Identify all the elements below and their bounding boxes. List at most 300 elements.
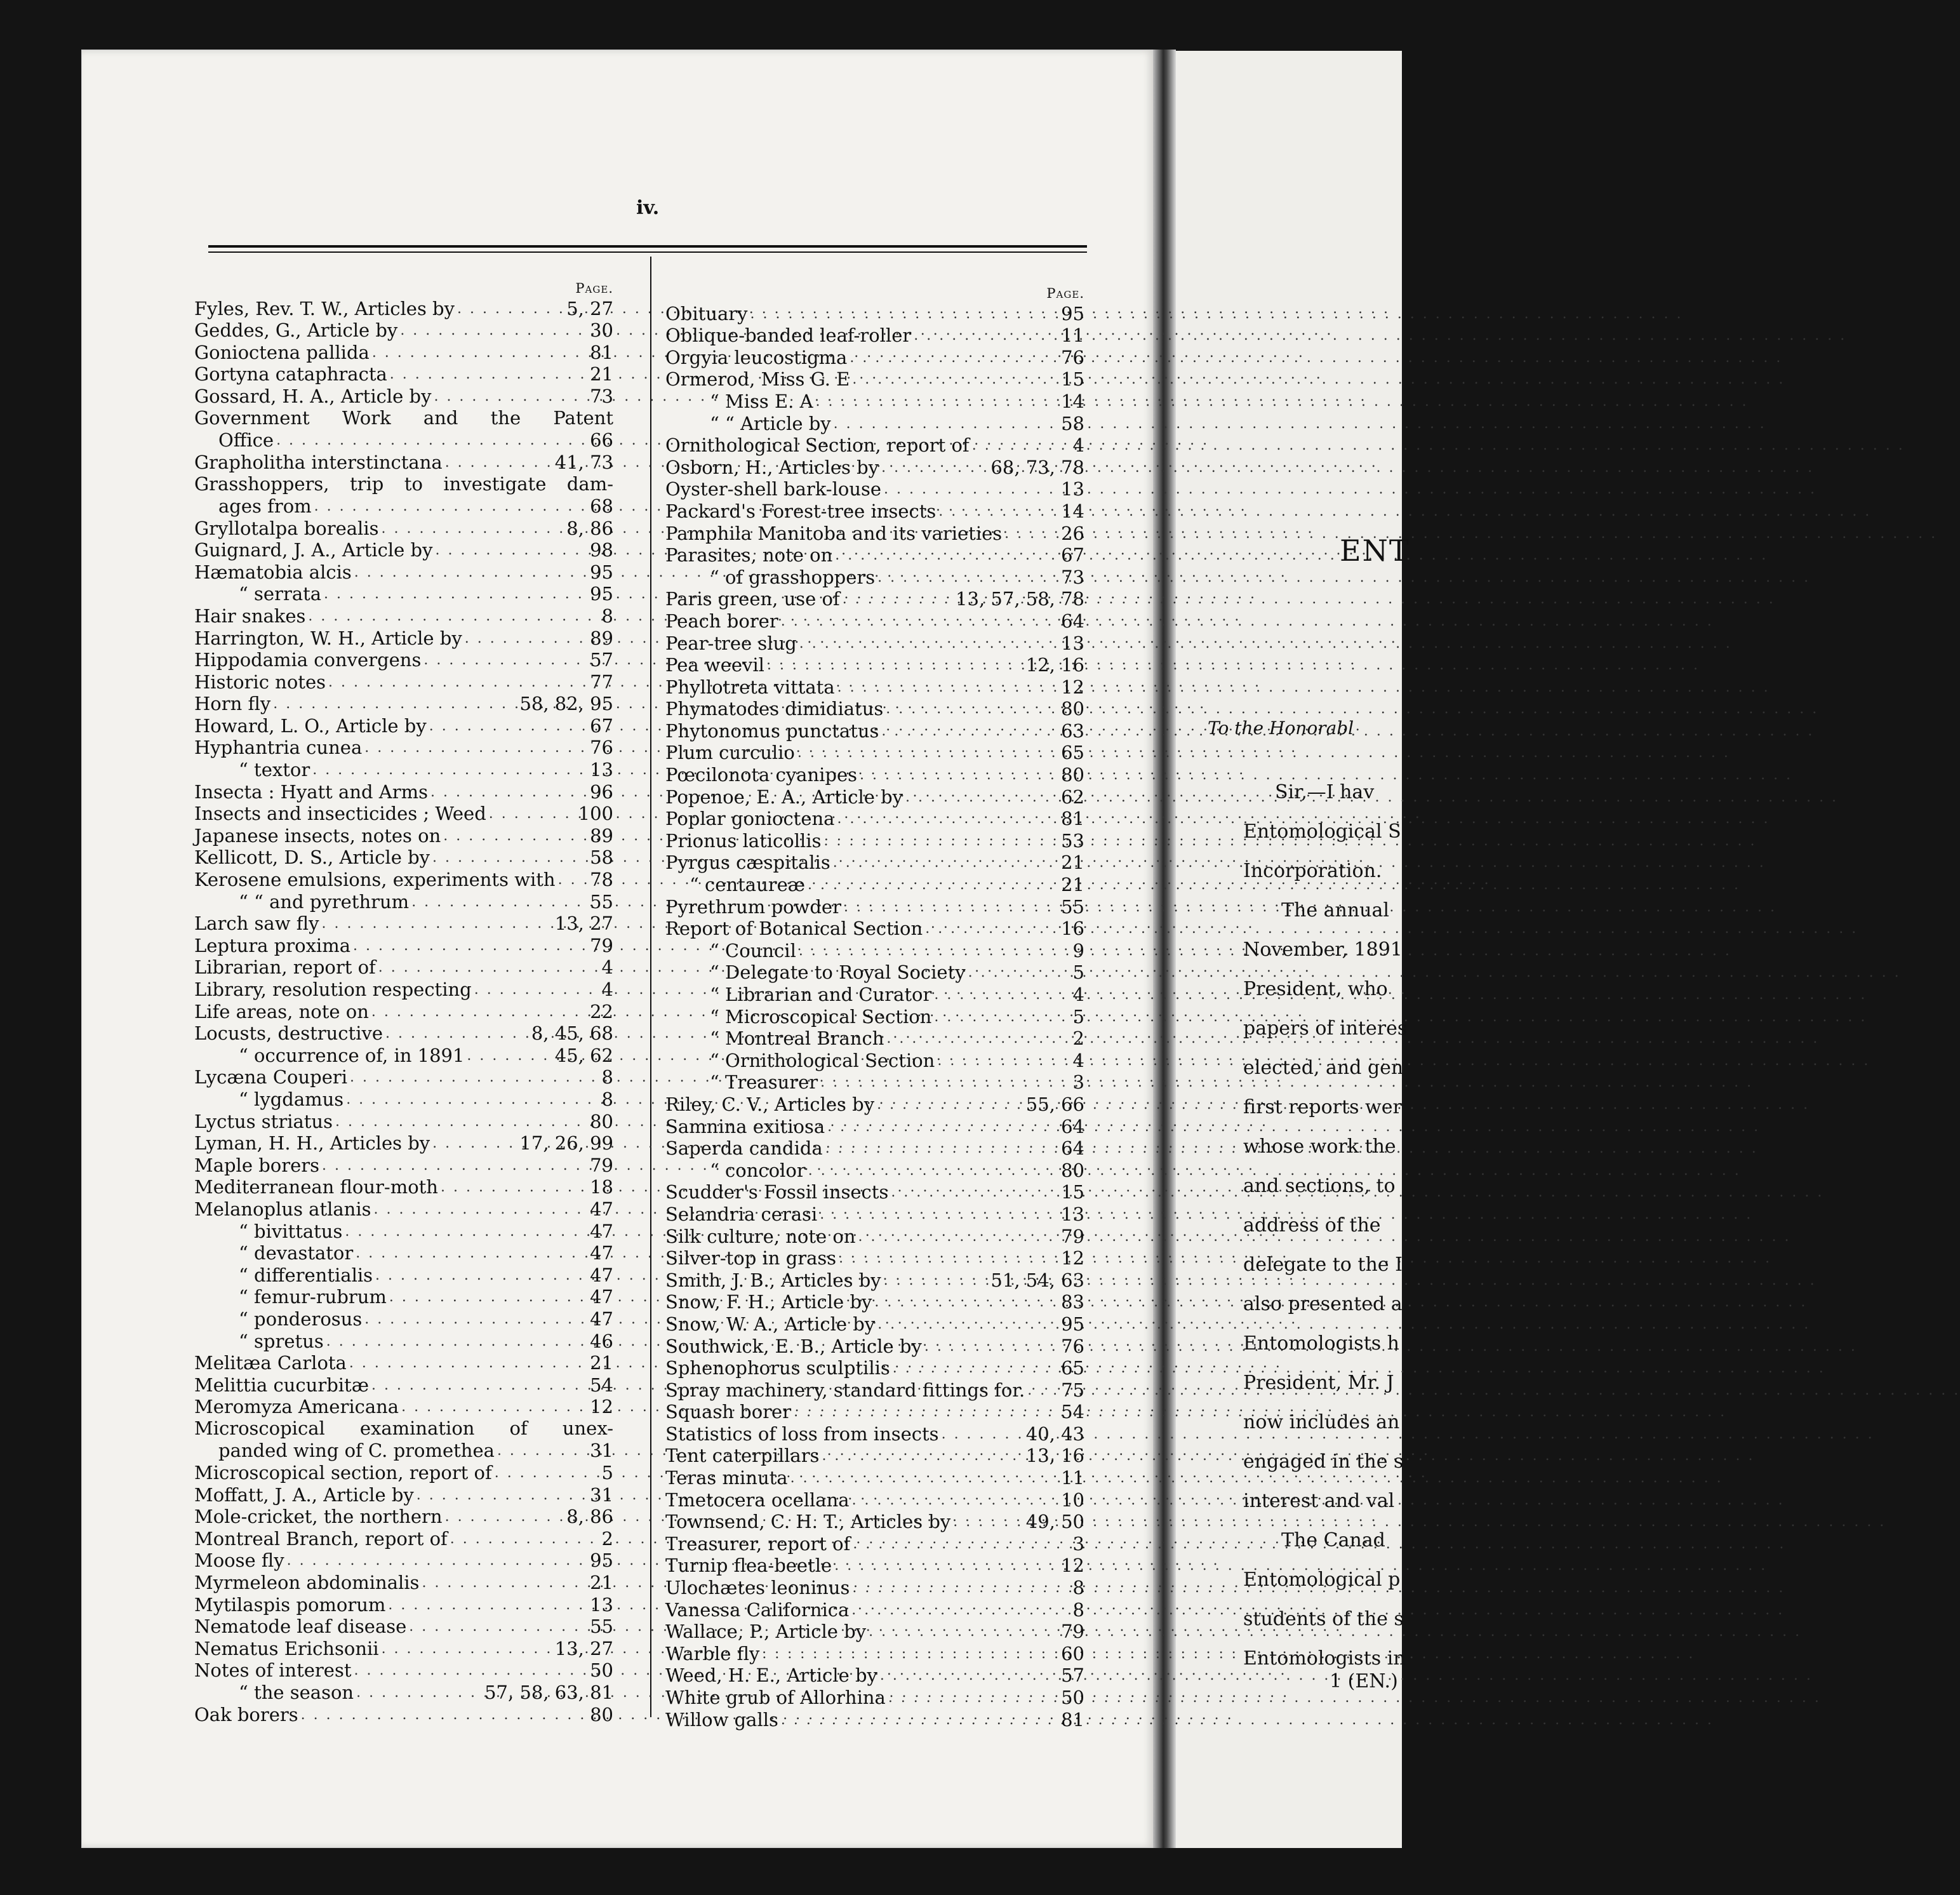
- entry-pages: 96: [590, 780, 613, 803]
- entry-pages: 12: [1061, 1247, 1084, 1269]
- index-entry: [194, 714, 613, 737]
- dot-leader: [497, 1445, 587, 1457]
- entry-text: Gryllotalpa borealis: [194, 517, 379, 539]
- entry-text: “ Microscopical Section: [710, 1005, 932, 1028]
- entry-pages: 63: [1061, 720, 1084, 742]
- entry-text: “ serrata: [239, 583, 322, 605]
- entry-pages: 80: [1061, 764, 1084, 786]
- dot-leader: [822, 1450, 1023, 1463]
- index-entry: [194, 1352, 613, 1374]
- dot-leader: [374, 1203, 588, 1216]
- entry-text: Riley, C. V., Articles by: [665, 1093, 875, 1115]
- entry-text: Statistics of loss from insects: [665, 1423, 939, 1445]
- entry-pages: 46: [590, 1330, 613, 1352]
- dot-leader: [823, 835, 1058, 848]
- dot-leader: [276, 434, 587, 447]
- entry-pages: 4: [1072, 1049, 1084, 1071]
- body-line: engaged in the s: [1243, 1450, 1404, 1473]
- header-rule-thick: [208, 245, 1087, 248]
- dot-leader: [441, 1181, 587, 1194]
- index-entry: [665, 1203, 1084, 1225]
- entry-pages: 80: [1061, 698, 1084, 720]
- entry-pages: 55, 66: [1025, 1093, 1084, 1115]
- entry-pages: 62: [1061, 786, 1084, 808]
- dot-leader: [850, 352, 1058, 365]
- page-column-header: Page.: [575, 281, 613, 296]
- entry-pages: 8, 86: [566, 517, 613, 539]
- entry-text: Spray machinery, standard fittings for.: [665, 1379, 1025, 1401]
- entry-text: Horn fly: [194, 693, 271, 715]
- entry-pages: 16: [1061, 918, 1084, 940]
- dot-leader: [886, 1033, 1070, 1045]
- entry-pages: 77: [590, 671, 613, 693]
- entry-pages: 54: [590, 1374, 613, 1396]
- index-entry: [194, 1506, 613, 1528]
- index-entry: [665, 588, 1084, 610]
- entry-text: Weed, H. E., Article by: [665, 1664, 877, 1687]
- entry-pages: 2: [601, 1527, 613, 1550]
- index-entry: [665, 478, 1084, 500]
- index-entry: [194, 649, 613, 671]
- index-entry: [665, 720, 1084, 742]
- index-entry: [665, 939, 1084, 961]
- entry-text: panded wing of C. promethea: [218, 1440, 495, 1462]
- dot-leader: [353, 940, 587, 953]
- index-entry: [665, 456, 1084, 478]
- entry-pages: 89: [590, 627, 613, 649]
- index-entry: [665, 676, 1084, 698]
- entry-pages: 12, 16: [1025, 654, 1084, 676]
- entry-pages: 18: [590, 1176, 613, 1198]
- entry-text: Mytilaspis pomorum: [194, 1593, 386, 1616]
- dot-leader: [968, 967, 1070, 979]
- index-entry: [194, 1659, 613, 1682]
- dot-leader: [356, 1247, 587, 1260]
- index-entry: [665, 808, 1084, 830]
- index-entry: [194, 1242, 613, 1264]
- entry-pages: 49, 50: [1025, 1511, 1084, 1533]
- index-entry: [194, 693, 613, 715]
- dot-leader: [354, 1664, 588, 1677]
- dot-leader: [881, 462, 988, 474]
- entry-text: Paris green, use of: [665, 588, 840, 610]
- dot-leader: [886, 703, 1058, 716]
- entry-pages: 76: [1061, 346, 1084, 368]
- entry-pages: 5: [1072, 1005, 1084, 1028]
- entry-text: Grasshoppers, trip to investigate dam-: [194, 472, 613, 495]
- entry-text: “ Miss E. A: [710, 390, 813, 412]
- index-entry: [665, 434, 1084, 457]
- entry-text: Geddes, G., Article by: [194, 319, 398, 342]
- entry-text: Hippodamia convergens: [194, 649, 422, 671]
- entry-text: “ differentialis: [239, 1264, 373, 1286]
- page-number: iv.: [636, 197, 660, 219]
- entry-text: Pea weevil: [665, 654, 764, 676]
- entry-text: “ femur-rubrum: [239, 1286, 387, 1308]
- dot-leader: [799, 945, 1070, 958]
- entry-text: Leptura proxima: [194, 934, 350, 956]
- index-entry: [194, 1044, 613, 1066]
- body-line: Sir,—I hav: [1275, 781, 1375, 803]
- entry-pages: 14: [1061, 390, 1084, 412]
- entry-text: Scudder's Fossil insects: [665, 1181, 889, 1203]
- entry-text: “ Montreal Branch: [710, 1028, 884, 1050]
- entry-pages: 4: [1072, 434, 1084, 457]
- body-line: now includes an: [1243, 1411, 1400, 1433]
- entry-pages: 13, 16: [1025, 1445, 1084, 1467]
- dot-leader: [346, 1094, 599, 1106]
- index-entry: [194, 495, 613, 517]
- dot-leader: [934, 989, 1070, 1001]
- dot-leader: [781, 1714, 1058, 1727]
- dot-leader: [381, 523, 564, 535]
- entry-pages: 78: [590, 869, 613, 891]
- entry-pages: 45, 62: [554, 1044, 613, 1066]
- entry-text: “ Ornithological Section: [710, 1049, 935, 1071]
- header-rule-thin: [208, 251, 1087, 253]
- entry-text: Gonioctena pallida: [194, 341, 370, 363]
- index-entry: [665, 983, 1084, 1005]
- index-entry: [665, 654, 1084, 676]
- entry-text: Oak borers: [194, 1703, 298, 1725]
- dot-leader: [422, 1577, 587, 1590]
- index-entry: [665, 1686, 1084, 1708]
- entry-pages: 58: [1061, 412, 1084, 434]
- entry-pages: 60: [1061, 1642, 1084, 1664]
- index-entry: [194, 1000, 613, 1022]
- entry-pages: 13, 27: [554, 913, 613, 935]
- entry-text: Sphenophorus sculptilis: [665, 1357, 890, 1379]
- entry-text: Notes of interest: [194, 1659, 352, 1682]
- entry-pages: 50: [590, 1659, 613, 1682]
- dot-leader: [411, 896, 587, 909]
- entry-text: Silver-top in grass: [665, 1247, 837, 1269]
- dot-leader: [345, 1226, 587, 1238]
- dot-leader: [445, 1511, 564, 1523]
- entry-pages: 47: [590, 1198, 613, 1220]
- entry-pages: 13: [590, 759, 613, 781]
- dot-leader: [877, 1099, 1023, 1111]
- dot-leader: [409, 1621, 587, 1633]
- dot-leader: [934, 1011, 1070, 1024]
- entry-text: Selandria cerasi: [665, 1203, 818, 1225]
- entry-text: Plum curculio: [665, 742, 795, 764]
- index-entry: [665, 544, 1084, 566]
- entry-pages: 79: [1061, 1621, 1084, 1643]
- entry-text: Life areas, note on: [194, 1000, 369, 1022]
- entry-pages: 54: [1061, 1401, 1084, 1423]
- dot-leader: [893, 1362, 1058, 1375]
- entry-pages: 50: [1061, 1687, 1084, 1708]
- index-entry: [194, 1461, 613, 1483]
- dot-leader: [881, 725, 1058, 738]
- entry-text: Ulochætes leoninus: [665, 1577, 850, 1599]
- entry-pages: 55: [590, 890, 613, 913]
- entry-text: Tent caterpillars: [665, 1445, 820, 1467]
- index-entry: [665, 1664, 1084, 1687]
- entry-text: Office: [218, 429, 274, 452]
- entry-text: Guignard, J. A., Article by: [194, 539, 433, 561]
- index-entry: [194, 1022, 613, 1045]
- dot-leader: [852, 1582, 1070, 1595]
- dot-leader: [938, 506, 1058, 518]
- dot-leader: [877, 572, 1058, 584]
- entry-pages: 95: [590, 1550, 613, 1572]
- entry-text: “ concolor: [710, 1159, 806, 1181]
- dot-leader: [858, 1231, 1059, 1243]
- index-entry: [665, 1401, 1084, 1423]
- dot-leader: [925, 923, 1058, 935]
- entry-pages: 81: [1061, 808, 1084, 830]
- index-entry: [194, 605, 613, 627]
- body-line: address of the: [1243, 1214, 1381, 1236]
- dot-leader: [558, 874, 587, 887]
- entry-text: Turnip flea-beetle: [665, 1555, 832, 1577]
- entry-pages: 80: [590, 1110, 613, 1132]
- index-entry: [194, 1220, 613, 1242]
- entry-pages: 8: [601, 605, 613, 627]
- entry-text: Kerosene emulsions, experiments with: [194, 869, 556, 891]
- index-entry: [665, 786, 1084, 808]
- entry-pages: 5: [1072, 961, 1084, 984]
- entry-text: Fyles, Rev. T. W., Articles by: [194, 297, 455, 319]
- entry-text: “ “ and pyrethrum: [239, 890, 410, 913]
- entry-text: Lyman, H. H., Articles by: [194, 1132, 430, 1155]
- dot-leader: [400, 325, 587, 337]
- index-entry: [665, 1028, 1084, 1050]
- entry-pages: 11: [1061, 1467, 1084, 1489]
- dot-leader: [390, 368, 587, 381]
- dot-leader: [877, 1318, 1058, 1331]
- entry-pages: 66: [590, 429, 613, 452]
- dot-leader: [495, 1467, 599, 1480]
- index-entry: [665, 500, 1084, 522]
- body-line: first reports wer: [1243, 1096, 1402, 1118]
- dot-leader: [843, 593, 953, 606]
- index-entry: [194, 737, 613, 759]
- dot-leader: [450, 1533, 599, 1546]
- entry-pages: 100: [578, 803, 613, 825]
- dot-leader: [385, 1028, 529, 1040]
- index-entry: [665, 918, 1084, 940]
- dot-leader: [825, 1142, 1058, 1155]
- body-line: delegate to the I: [1243, 1254, 1403, 1276]
- entry-text: Poplar gonioctena: [665, 808, 835, 830]
- entry-pages: 15: [1061, 368, 1084, 391]
- index-entry: [194, 451, 613, 473]
- entry-text: Oyster-shell bark-louse: [665, 478, 882, 500]
- dot-leader: [874, 1296, 1058, 1309]
- body-line: President, Mr. J: [1243, 1372, 1394, 1394]
- index-entry: [194, 341, 613, 363]
- entry-text: White grub of Allorhina: [665, 1687, 886, 1708]
- entry-text: Ormerod, Miss G. E: [665, 368, 850, 391]
- dot-leader: [844, 901, 1058, 914]
- dot-leader: [489, 808, 576, 820]
- dot-leader: [474, 984, 599, 996]
- entry-pages: 5, 27: [566, 297, 613, 319]
- dot-leader: [467, 1050, 552, 1062]
- dot-leader: [328, 676, 587, 689]
- dot-leader: [375, 1269, 587, 1282]
- entry-text: “ textor: [239, 759, 310, 781]
- entry-pages: 9: [1072, 939, 1084, 961]
- index-entry: [194, 1637, 613, 1659]
- body-line: also presented a: [1243, 1293, 1403, 1315]
- body-line: Entomological S: [1243, 820, 1401, 843]
- entry-text: Lyctus striatus: [194, 1110, 333, 1132]
- entry-text: Saperda candida: [665, 1137, 823, 1160]
- entry-text: Microscopical examination of unex-: [194, 1417, 613, 1440]
- entry-pages: 80: [1061, 1159, 1084, 1181]
- entry-pages: 53: [1061, 829, 1084, 852]
- entry-pages: 12: [590, 1396, 613, 1418]
- entry-pages: 13: [1061, 1203, 1084, 1225]
- index-column-left: [194, 279, 613, 1725]
- body-line: The Canad: [1281, 1529, 1385, 1551]
- dot-leader: [465, 633, 587, 645]
- index-entry: [665, 763, 1084, 786]
- entry-text: “ Librarian and Curator: [710, 984, 932, 1005]
- entry-pages: 4: [601, 979, 613, 1000]
- index-entry: [665, 895, 1084, 918]
- page-column-header: Page.: [1046, 286, 1084, 301]
- dot-leader: [312, 764, 587, 777]
- entry-text: Pyrgus cæspitalis: [665, 852, 830, 874]
- index-entry: [665, 1005, 1084, 1028]
- index-entry: [665, 1576, 1084, 1598]
- body-line: elected, and gen: [1243, 1057, 1404, 1079]
- index-entry: [665, 1357, 1084, 1379]
- body-line: whose work the: [1243, 1135, 1396, 1158]
- dot-leader: [799, 638, 1058, 650]
- dot-leader: [880, 1670, 1058, 1682]
- body-line: Entomologists in: [1243, 1647, 1406, 1670]
- dot-leader: [432, 1137, 517, 1150]
- entry-pages: 64: [1061, 1137, 1084, 1160]
- dot-leader: [287, 1555, 587, 1567]
- dot-leader: [443, 830, 587, 843]
- entry-pages: 8: [1072, 1577, 1084, 1599]
- dot-leader: [905, 791, 1058, 804]
- entry-text: Meromyza Americana: [194, 1396, 399, 1418]
- salutation: To the Honorabl: [1208, 718, 1354, 739]
- index-entry: [194, 627, 613, 649]
- index-entries-right: [665, 302, 1084, 1731]
- dot-leader: [436, 544, 588, 557]
- entry-pages: 81: [1061, 1708, 1084, 1731]
- index-entry: [665, 1335, 1084, 1357]
- dot-leader: [869, 1626, 1058, 1638]
- index-entry: [665, 1269, 1084, 1291]
- dot-leader: [371, 1379, 587, 1392]
- dot-leader: [457, 303, 564, 316]
- index-entry: [665, 1511, 1084, 1533]
- dot-leader: [314, 500, 587, 513]
- entry-pages: 11: [1061, 325, 1084, 347]
- index-entry: [665, 325, 1084, 347]
- entry-text: Mole-cricket, the northern: [194, 1506, 443, 1528]
- body-line: The annual: [1281, 899, 1389, 921]
- entry-pages: 13, 57, 58, 78: [956, 588, 1084, 610]
- entry-text: Harrington, W. H., Article by: [194, 627, 462, 649]
- index-entry: [194, 1374, 613, 1396]
- entry-text: Lycæna Couperi: [194, 1066, 348, 1088]
- entry-text: Nematus Erichsonii: [194, 1637, 379, 1659]
- index-entry: [665, 1291, 1084, 1313]
- dot-leader: [430, 786, 587, 799]
- index-entry: [194, 803, 613, 825]
- entry-pages: 47: [590, 1264, 613, 1286]
- entry-text: Southwick, E. B., Article by: [665, 1335, 922, 1357]
- entry-text: Orgyia leucostigma: [665, 346, 848, 368]
- index-entry: [194, 1550, 613, 1572]
- dot-leader: [322, 1160, 587, 1172]
- entry-pages: 55: [1061, 895, 1084, 918]
- entry-text: Phymatodes dimidiatus: [665, 698, 884, 720]
- body-line: Entomologists h: [1243, 1332, 1400, 1355]
- body-line: and sections, to: [1243, 1175, 1396, 1197]
- entry-pages: 22: [590, 1000, 613, 1022]
- entry-pages: 21: [1061, 852, 1084, 874]
- entry-pages: 21: [590, 363, 613, 385]
- index-entry: [665, 1137, 1084, 1160]
- dot-leader: [839, 1252, 1058, 1265]
- index-entry: [665, 961, 1084, 984]
- entry-pages: 5: [601, 1462, 613, 1484]
- index-entry: [194, 956, 613, 979]
- dot-leader: [794, 1406, 1058, 1419]
- entry-pages: 51, 54, 63: [990, 1269, 1084, 1291]
- entry-text: Osborn, H., Articles by: [665, 456, 879, 478]
- index-entry: [194, 363, 613, 385]
- entry-text: Ornithological Section, report of: [665, 434, 970, 457]
- entry-pages: 10: [1061, 1489, 1084, 1511]
- dot-leader: [273, 698, 517, 711]
- index-entry: [665, 566, 1084, 588]
- entry-text: Snow, F. H., Article by: [665, 1291, 872, 1313]
- dot-leader: [827, 1121, 1058, 1134]
- entry-text: Historic notes: [194, 671, 326, 693]
- entry-pages: 3: [1072, 1532, 1084, 1555]
- entry-text: Popenoe, E. A., Article by: [665, 786, 903, 808]
- dot-leader: [852, 373, 1058, 386]
- entry-pages: 79: [590, 934, 613, 956]
- entry-pages: 73: [590, 385, 613, 407]
- entry-pages: 21: [590, 1352, 613, 1374]
- index-entry: [194, 1286, 613, 1308]
- entry-pages: 47: [590, 1308, 613, 1330]
- entry-pages: 58, 82, 95: [519, 693, 613, 715]
- dot-leader: [308, 610, 599, 623]
- entry-text: Melanoplus atlanis: [194, 1198, 371, 1220]
- dot-leader: [972, 439, 1070, 452]
- entry-text: Packard's Forest-tree insects: [665, 500, 937, 522]
- entry-pages: 8, 86: [566, 1506, 613, 1528]
- entry-text: “ occurrence of, in 1891: [239, 1044, 465, 1066]
- entry-pages: 8: [601, 1066, 613, 1088]
- entry-text: Locusts, destructive: [194, 1022, 383, 1045]
- dot-leader: [372, 347, 587, 359]
- entry-pages: 68: [590, 495, 613, 517]
- body-line: Entomological p: [1243, 1569, 1401, 1591]
- index-entry: [194, 1681, 613, 1703]
- dot-leader: [349, 1357, 587, 1370]
- index-entry: [665, 302, 1084, 325]
- facing-page-heading: ENT: [1340, 533, 1410, 568]
- entry-text: Japanese insects, notes on: [194, 824, 441, 847]
- entry-pages: 13, 27: [554, 1637, 613, 1659]
